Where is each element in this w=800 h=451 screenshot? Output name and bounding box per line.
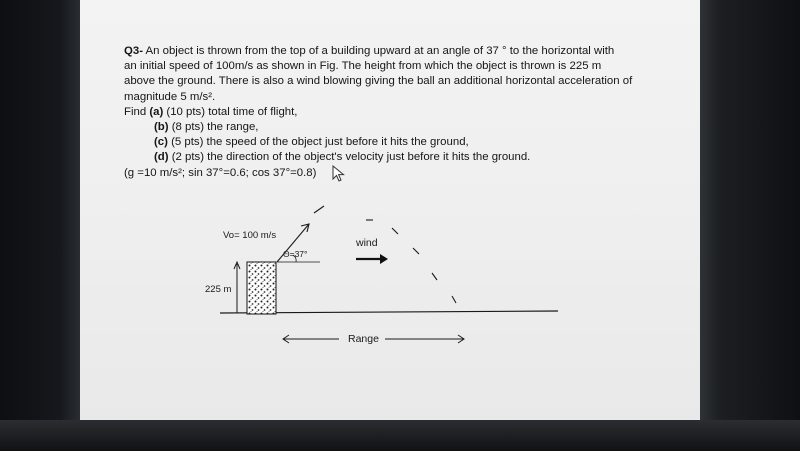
question-label: Q3- [124, 45, 143, 57]
question-line-1: Q3- An object is thrown from the top of a building upward at an angle of 37 ° to the horizontal with [124, 45, 615, 57]
question-line-2: an initial speed of 100m/s as shown in Fig. The height from which the object is thrown is 225 m [124, 60, 602, 73]
range-label: Range [348, 333, 379, 345]
wind-label: wind [356, 237, 378, 249]
v0-label: Vo= 100 m/s [223, 230, 277, 241]
monitor-bezel-bottom [0, 420, 800, 451]
question-line-4: magnitude 5 m/s². [124, 90, 216, 103]
part-d-text: (2 pts) the direction of the object's velocity just before it hits the ground. [168, 151, 531, 164]
given-values: (g =10 m/s²; sin 37°=0.6; cos 37°=0.8) [124, 166, 317, 179]
projectile-figure [80, 0, 700, 420]
part-a-label: (a) [149, 105, 164, 118]
part-c-label: (c) [154, 136, 168, 149]
angle-label: Θ=37° [283, 249, 308, 259]
part-a-text: (10 pts) total time of flight, [163, 105, 298, 118]
document-page [80, 0, 700, 420]
trajectory-dashes [314, 206, 456, 303]
monitor-bezel-right [700, 0, 800, 451]
part-c-text: (5 pts) the speed of the object just before it hits the ground, [167, 136, 469, 149]
part-b-text: (8 pts) the range, [168, 121, 259, 134]
part-b-label: (b) [154, 121, 169, 134]
range-right-arrow [385, 335, 464, 343]
building-icon [247, 262, 276, 314]
find-label: Find [124, 105, 150, 118]
height-marker [234, 262, 240, 313]
question-line-3: above the ground. There is also a wind blowing giving the ball an additional horizontal acceleration of [124, 75, 633, 88]
height-label: 225 m [205, 284, 232, 295]
wind-arrow-icon [356, 254, 388, 264]
range-left-arrow [283, 335, 339, 343]
part-d-label: (d) [154, 151, 169, 164]
